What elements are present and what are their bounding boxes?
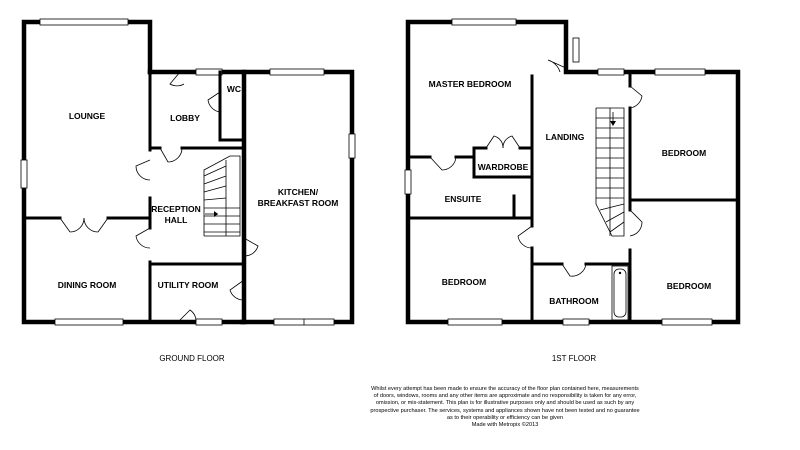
disclaimer-line: of doors, windows, rooms and any other items are approximate and no responsibility is taken for any error, — [373, 393, 637, 400]
ff-door-wardrobe-a — [486, 136, 503, 148]
disclaimer-text — [345, 386, 665, 429]
ff-window-ensuite — [405, 170, 411, 194]
first-floor-title: 1ST FLOOR — [551, 354, 597, 363]
room-label-dining: DINING ROOM — [57, 280, 117, 290]
gf-window-kitchen-top — [270, 69, 324, 75]
ff-window-landing — [598, 69, 624, 75]
gf-window-lobby — [196, 69, 222, 75]
room-label-utility: UTILITY ROOM — [157, 280, 219, 290]
gf-window-dining — [55, 319, 123, 325]
ff-staircase — [596, 108, 624, 236]
room-label-landing: LANDING — [545, 132, 585, 142]
room-label-reception-line1: RECEPTION — [151, 204, 201, 214]
disclaimer-line: prospective purchaser. The services, systems and appliances shown have not been tested and no guarantee — [370, 407, 640, 414]
gf-door-hall-dining — [136, 228, 150, 248]
room-label-wardrobe: WARDROBE — [477, 162, 529, 172]
first-floor-plan — [405, 19, 738, 363]
ff-window-bedroom-bottom-right — [662, 319, 712, 325]
ff-window-master-top — [452, 19, 516, 25]
room-label-reception-line2: HALL — [164, 215, 188, 225]
gf-window-lounge-left — [21, 160, 27, 188]
ground-floor-plan — [21, 19, 355, 363]
ff-door-ensuite — [430, 157, 456, 170]
ff-window-master-right — [573, 38, 579, 62]
ff-window-bedroom-left — [448, 319, 502, 325]
ff-door-bedroom-left — [518, 226, 532, 248]
disclaimer-line: Whilst every attempt has been made to ensure the accuracy of the floor plan contained here, measurements — [371, 386, 639, 392]
gf-door-wc — [208, 92, 220, 112]
gf-wall-lounge-dining-b — [108, 198, 150, 218]
ground-floor-title: GROUND FLOOR — [159, 354, 225, 363]
room-label-lounge: LOUNGE — [68, 111, 106, 121]
gf-wall-wc — [220, 72, 244, 140]
ff-door-master-landing — [548, 60, 566, 72]
gf-outer-wall-left — [24, 22, 242, 322]
room-label-bedroom-bottom-right: BEDROOM — [666, 281, 712, 291]
gf-door-hall-lounge — [136, 160, 150, 180]
gf-door-lounge-dining — [60, 218, 84, 232]
room-label-ensuite: ENSUITE — [444, 194, 482, 204]
ff-door-bedroom-right — [630, 86, 642, 108]
disclaimer-line: Made with Metropix ©2013 — [471, 422, 539, 429]
room-label-lobby: LOBBY — [170, 113, 200, 123]
disclaimer-line: as to their operability or efficiency can be given — [446, 414, 564, 421]
ff-bathtub — [612, 266, 628, 320]
gf-window-utility — [196, 319, 222, 325]
ff-window-bedroom-right — [655, 69, 705, 75]
ff-door-wardrobe-b — [503, 136, 520, 148]
ff-door-bedroom-bottom-right — [630, 210, 642, 236]
room-label-wc: WC — [226, 84, 242, 94]
gf-outer-wall-kitchen — [244, 72, 352, 322]
room-label-bathroom: BATHROOM — [549, 296, 599, 306]
ff-wall-ensuite-closet — [514, 196, 532, 218]
gf-door-lobby — [160, 148, 182, 162]
ff-window-bathroom — [563, 319, 589, 325]
gf-window-lounge-top — [40, 19, 128, 25]
room-label-master-bedroom: MASTER BEDROOM — [428, 79, 512, 89]
room-label-kitchen-line2: BREAKFAST ROOM — [257, 198, 339, 208]
ff-door-bathroom — [562, 264, 586, 276]
gf-window-kitchen-right — [349, 134, 355, 158]
disclaimer-line: omission, or mis-statement. This plan is for illustrative purposes only and should be used as such by any — [375, 400, 635, 407]
room-label-bedroom-left: BEDROOM — [441, 277, 487, 287]
room-label-bedroom-right: BEDROOM — [661, 148, 707, 158]
room-label-kitchen-line1: KITCHEN/ — [277, 187, 319, 197]
gf-staircase — [204, 156, 240, 236]
